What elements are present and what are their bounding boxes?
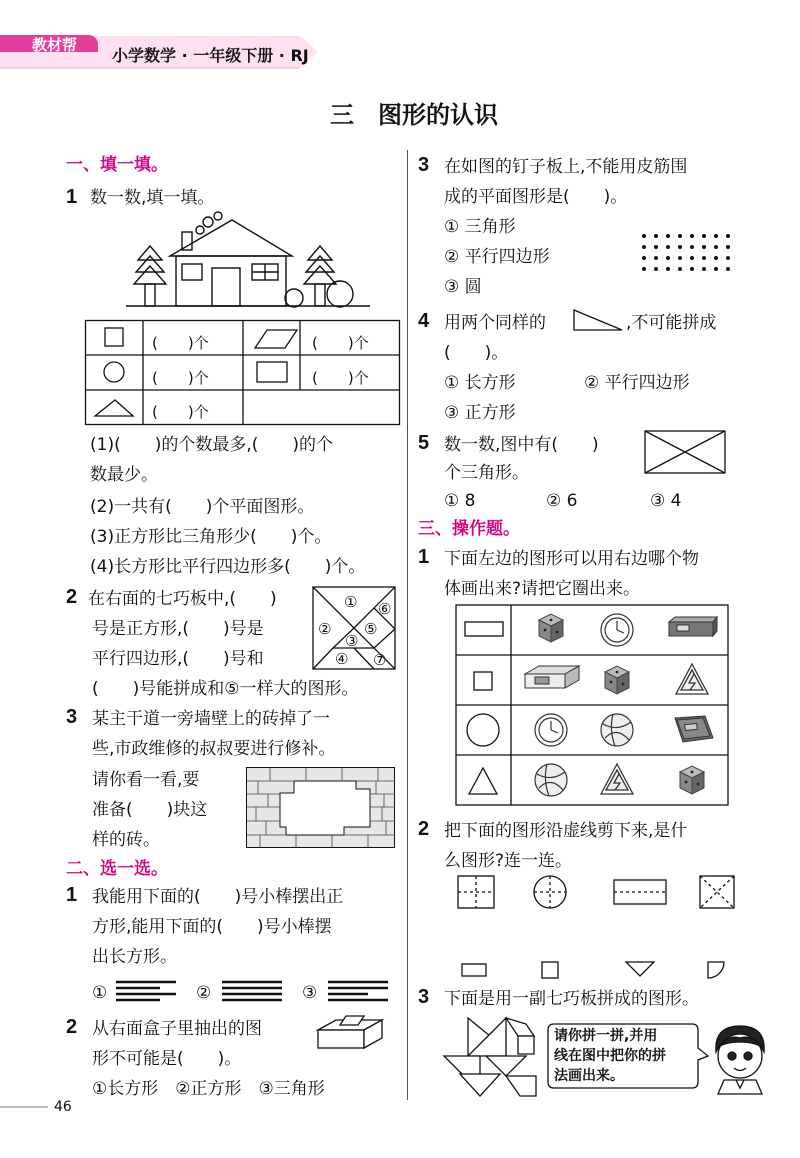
q1-sub1a: (1)( )的个数最多,( )的个 [90, 435, 334, 455]
peg-dot [642, 234, 646, 238]
o2-line2: 么图形?连一连。 [444, 851, 573, 871]
q2-line4: ( )号能拼成和⑤一样大的图形。 [92, 679, 359, 699]
peg-dot [666, 256, 670, 260]
c1-number: 1 [66, 884, 78, 906]
o1-line1: 下面左边的图形可以用右边哪个物 [444, 549, 699, 569]
c1-opt2: ② [196, 983, 212, 1003]
peg-dot [726, 245, 730, 249]
peg-dot [702, 234, 706, 238]
q2-number: 2 [66, 586, 78, 608]
page-number: 46 [54, 1099, 72, 1115]
o3-number: 3 [418, 986, 430, 1008]
bubble-line3: 法画出来。 [554, 1068, 624, 1084]
peg-dot [642, 267, 646, 271]
q1-sub4: (4)长方形比平行四边形多( )个。 [90, 557, 366, 577]
tangram-piece-3: ③ [345, 632, 359, 650]
q2-line3: 平行四边形,( )号和 [92, 649, 264, 669]
peg-dot [690, 245, 694, 249]
column-divider [407, 150, 408, 1100]
q5-line1: 数一数,图中有( ) [444, 435, 599, 455]
q1-sub2: (2)一共有( )个平面图形。 [90, 497, 315, 517]
bubble-line2: 线在图中把你的拼 [554, 1048, 666, 1064]
c2-options: ①长方形 ②正方形 ③三角形 [92, 1079, 325, 1099]
q3-right-line1: 在如图的钉子板上,不能用皮筋围 [444, 157, 688, 177]
peg-dot [702, 245, 706, 249]
q3-left-line1: 某主干道一旁墙壁上的砖掉了一 [92, 709, 330, 729]
header-subtitle: 小学数学 · 一年级下册 · RJ [112, 46, 309, 65]
table-cell-parallelogram: ( )个 [312, 334, 369, 352]
c1-line2: 方形,能用下面的( )号小棒摆 [92, 917, 332, 937]
c2-line2: 形不可能是( )。 [92, 1049, 242, 1069]
peg-dot [714, 234, 718, 238]
peg-dot [714, 267, 718, 271]
box-illustration [310, 1012, 390, 1052]
peg-dot [666, 267, 670, 271]
o2-line1: 把下面的图形沿虚线剪下来,是什 [444, 821, 688, 841]
q3-left-line5: 样的砖。 [92, 830, 160, 850]
sticks-set-1 [116, 978, 180, 1008]
tangram-figure [440, 1014, 540, 1100]
peg-dot [702, 256, 706, 260]
bubble-line1: 请你拼一拼,并用 [554, 1028, 658, 1044]
q3-left-line2: 些,市政维修的叔叔要进行修补。 [92, 739, 336, 759]
q3-right-opt1: ① 三角形 [444, 217, 516, 237]
q4-opt3: ③ 正方形 [444, 403, 516, 423]
section-1-title: 一、填一填。 [66, 155, 168, 175]
q3-right-line2: 成的平面图形是( )。 [444, 187, 628, 207]
peg-dot [726, 256, 730, 260]
peg-dot [678, 267, 682, 271]
peg-dot [678, 256, 682, 260]
q5-opt1: ① 8 [444, 491, 476, 511]
page-number-line [0, 1106, 48, 1108]
table-cell-square: ( )个 [152, 334, 209, 352]
peg-board [640, 232, 730, 276]
tangram-piece-2: ② [318, 620, 332, 638]
q5-opt2: ② 6 [546, 491, 578, 511]
peg-dot [678, 245, 682, 249]
header-badge: 教材帮 [32, 36, 78, 54]
q1-sub3: (3)正方形比三角形少( )个。 [90, 527, 332, 547]
c2-line1: 从右面盒子里抽出的图 [92, 1019, 262, 1039]
peg-dot [642, 245, 646, 249]
peg-dot [726, 267, 730, 271]
c1-opt1: ① [92, 983, 108, 1003]
peg-dot [654, 234, 658, 238]
section-3-title: 三、操作题。 [418, 519, 520, 539]
peg-dot [690, 267, 694, 271]
o1-number: 1 [418, 546, 430, 568]
q2-line2: 号是正方形,( )号是 [92, 619, 264, 639]
house-illustration [120, 212, 380, 312]
q3-left-line3: 请你看一看,要 [92, 770, 200, 790]
q4-line1b: ,不可能拼成 [626, 313, 717, 333]
boy-character [708, 1022, 770, 1094]
sticks-set-3 [328, 978, 392, 1008]
o2-number: 2 [418, 818, 430, 840]
peg-dot [714, 256, 718, 260]
q4-number: 4 [418, 310, 430, 332]
o3-line1: 下面是用一副七巧板拼成的图形。 [444, 989, 699, 1009]
c1-line1: 我能用下面的( )号小棒摆出正 [92, 887, 344, 907]
q5-number: 5 [418, 432, 430, 454]
table-cell-circle: ( )个 [152, 369, 209, 387]
peg-dot [642, 256, 646, 260]
brick-wall [246, 767, 396, 849]
q2-line1: 在右面的七巧板中,( ) [88, 589, 277, 609]
peg-dot [654, 256, 658, 260]
peg-dot [666, 234, 670, 238]
table-cell-triangle: ( )个 [152, 403, 209, 421]
tangram-piece-1: ① [344, 593, 358, 611]
q4-opt2: ② 平行四边形 [584, 373, 690, 393]
q4-line1a: 用两个同样的 [444, 313, 546, 333]
q4-opt1: ① 长方形 [444, 373, 516, 393]
peg-dot [726, 234, 730, 238]
q3-right-opt2: ② 平行四边形 [444, 247, 550, 267]
q3-right-opt3: ③ 圆 [444, 277, 482, 297]
q1-number: 1 [66, 186, 78, 208]
right-triangle-icon [572, 308, 624, 334]
peg-dot [714, 245, 718, 249]
q4-line2: ( )。 [444, 343, 509, 363]
page-title: 三 图形的认识 [330, 101, 498, 129]
object-table [455, 604, 731, 808]
tangram-piece-4: ④ [335, 650, 349, 668]
sticks-set-2 [222, 978, 286, 1008]
rectangle-with-diagonals [644, 430, 728, 476]
q5-opt3: ③ 4 [650, 491, 682, 511]
peg-dot [654, 267, 658, 271]
peg-dot [690, 234, 694, 238]
tangram-piece-5: ⑤ [364, 620, 378, 638]
q1-sub1b: 数最少。 [90, 465, 158, 485]
q5-line2: 个三角形。 [444, 463, 529, 483]
q3-left-line4: 准备( )块这 [92, 800, 208, 820]
tangram-piece-7: ⑦ [373, 651, 387, 669]
c2-number: 2 [66, 1016, 78, 1038]
section-2-title: 二、选一选。 [66, 859, 168, 879]
q1-text: 数一数,填一填。 [90, 188, 215, 208]
peg-dot [690, 256, 694, 260]
o1-line2: 体画出来?请把它圈出来。 [444, 579, 641, 599]
peg-dot [702, 267, 706, 271]
peg-dot [678, 234, 682, 238]
q3-left-number: 3 [66, 706, 78, 728]
fold-shapes [450, 872, 750, 992]
c1-opt3: ③ [302, 983, 318, 1003]
c1-line3: 出长方形。 [92, 947, 177, 967]
table-cell-rectangle: ( )个 [312, 369, 369, 387]
q3-right-number: 3 [418, 154, 430, 176]
header-band [0, 0, 800, 80]
peg-dot [666, 245, 670, 249]
peg-dot [654, 245, 658, 249]
tangram-piece-6: ⑥ [378, 600, 392, 618]
